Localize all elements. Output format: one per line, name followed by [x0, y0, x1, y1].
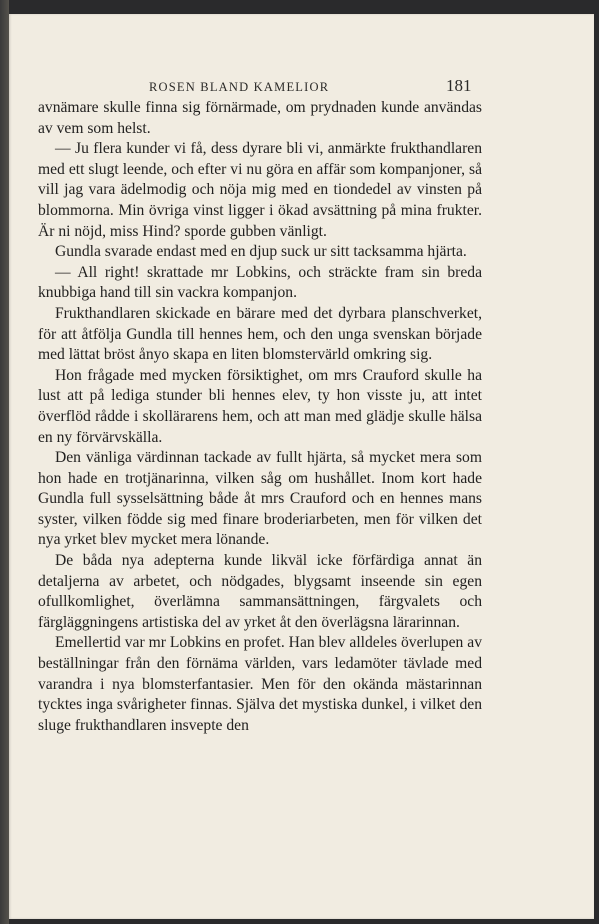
paragraph: Frukthandlaren skickade en bärare med det dyrbara planschverket, för att åtfölja Gundla till hennes hem, och den unga svenskan började med lättat bröst ånyo skapa en liten blomstervärld omkring sig.	[38, 304, 482, 364]
paragraph: Hon frågade med mycken försiktighet, om mrs Crauford skulle ha lust att på lediga stunder bli hennes elev, ty hon visste ju, att intet överflöd rådde i skollärarens hem, och att man med glädje skulle hälsa en ny förvärvskälla.	[38, 366, 482, 446]
paragraph: avnämare skulle finna sig förnärmade, om prydnaden kunde användas av vem som helst.	[38, 99, 482, 137]
paragraph: — Ju flera kunder vi få, dess dyrare bli vi, anmärkte frukthandlaren med ett slugt leende, och efter vi nu göra en affär som kompanjoner, så vill jag vara ädelmodig och nöja mig med en tiondedel av vinsten på blommorna. Min övriga vinst ligger i ökad avsättning på mina frukter. Är ni nöjd, miss Hind? sporde gubben vänligt.	[38, 140, 482, 240]
book-page	[9, 14, 594, 919]
paragraph: Den vänliga värdinnan tackade av fullt hjärta, så mycket mera som hon hade en trotjänarinna, vilken såg om hushållet. Inom kort hade Gundla full sysselsättning både åt mrs Crauford och en hennes mans syster, vilken födde sig med finare broderiarbeten, men för vilken det nya yrket blev mycket mera lönande.	[38, 449, 482, 549]
page-binding-edge	[0, 0, 9, 924]
paragraph: De båda nya adepterna kunde likväl icke förfärdiga annat än detaljerna av arbetet, och nödgades, blygsamt inseende sin egen ofullkomlighet, överlämna sammansättningen, färgvalets och färgläggningens artistiska del av yrket åt den överlägsna lärarinnan.	[38, 552, 482, 631]
page-number: 181	[446, 76, 472, 95]
body-text	[38, 98, 482, 736]
paragraph: Emellertid var mr Lobkins en profet. Han blev alldeles överlupen av beställningar från den förnäma världen, vars ledamöter tävlade med varandra i nya blomsterfantasier. Men för den okända mästarinnan tycktes inga svårigheter finnas. Själva det mystiska dunkel, i vilket den sluge frukthandlaren insvepte den	[38, 634, 482, 734]
page-header	[9, 76, 594, 96]
paragraph: Gundla svarade endast med en djup suck ur sitt tacksamma hjärta.	[55, 243, 467, 261]
paragraph: — All right! skrattade mr Lobkins, och sträckte fram sin breda knubbiga hand till sin vackra kompanjon.	[38, 263, 482, 302]
running-title: ROSEN BLAND KAMELIOR	[149, 80, 330, 94]
